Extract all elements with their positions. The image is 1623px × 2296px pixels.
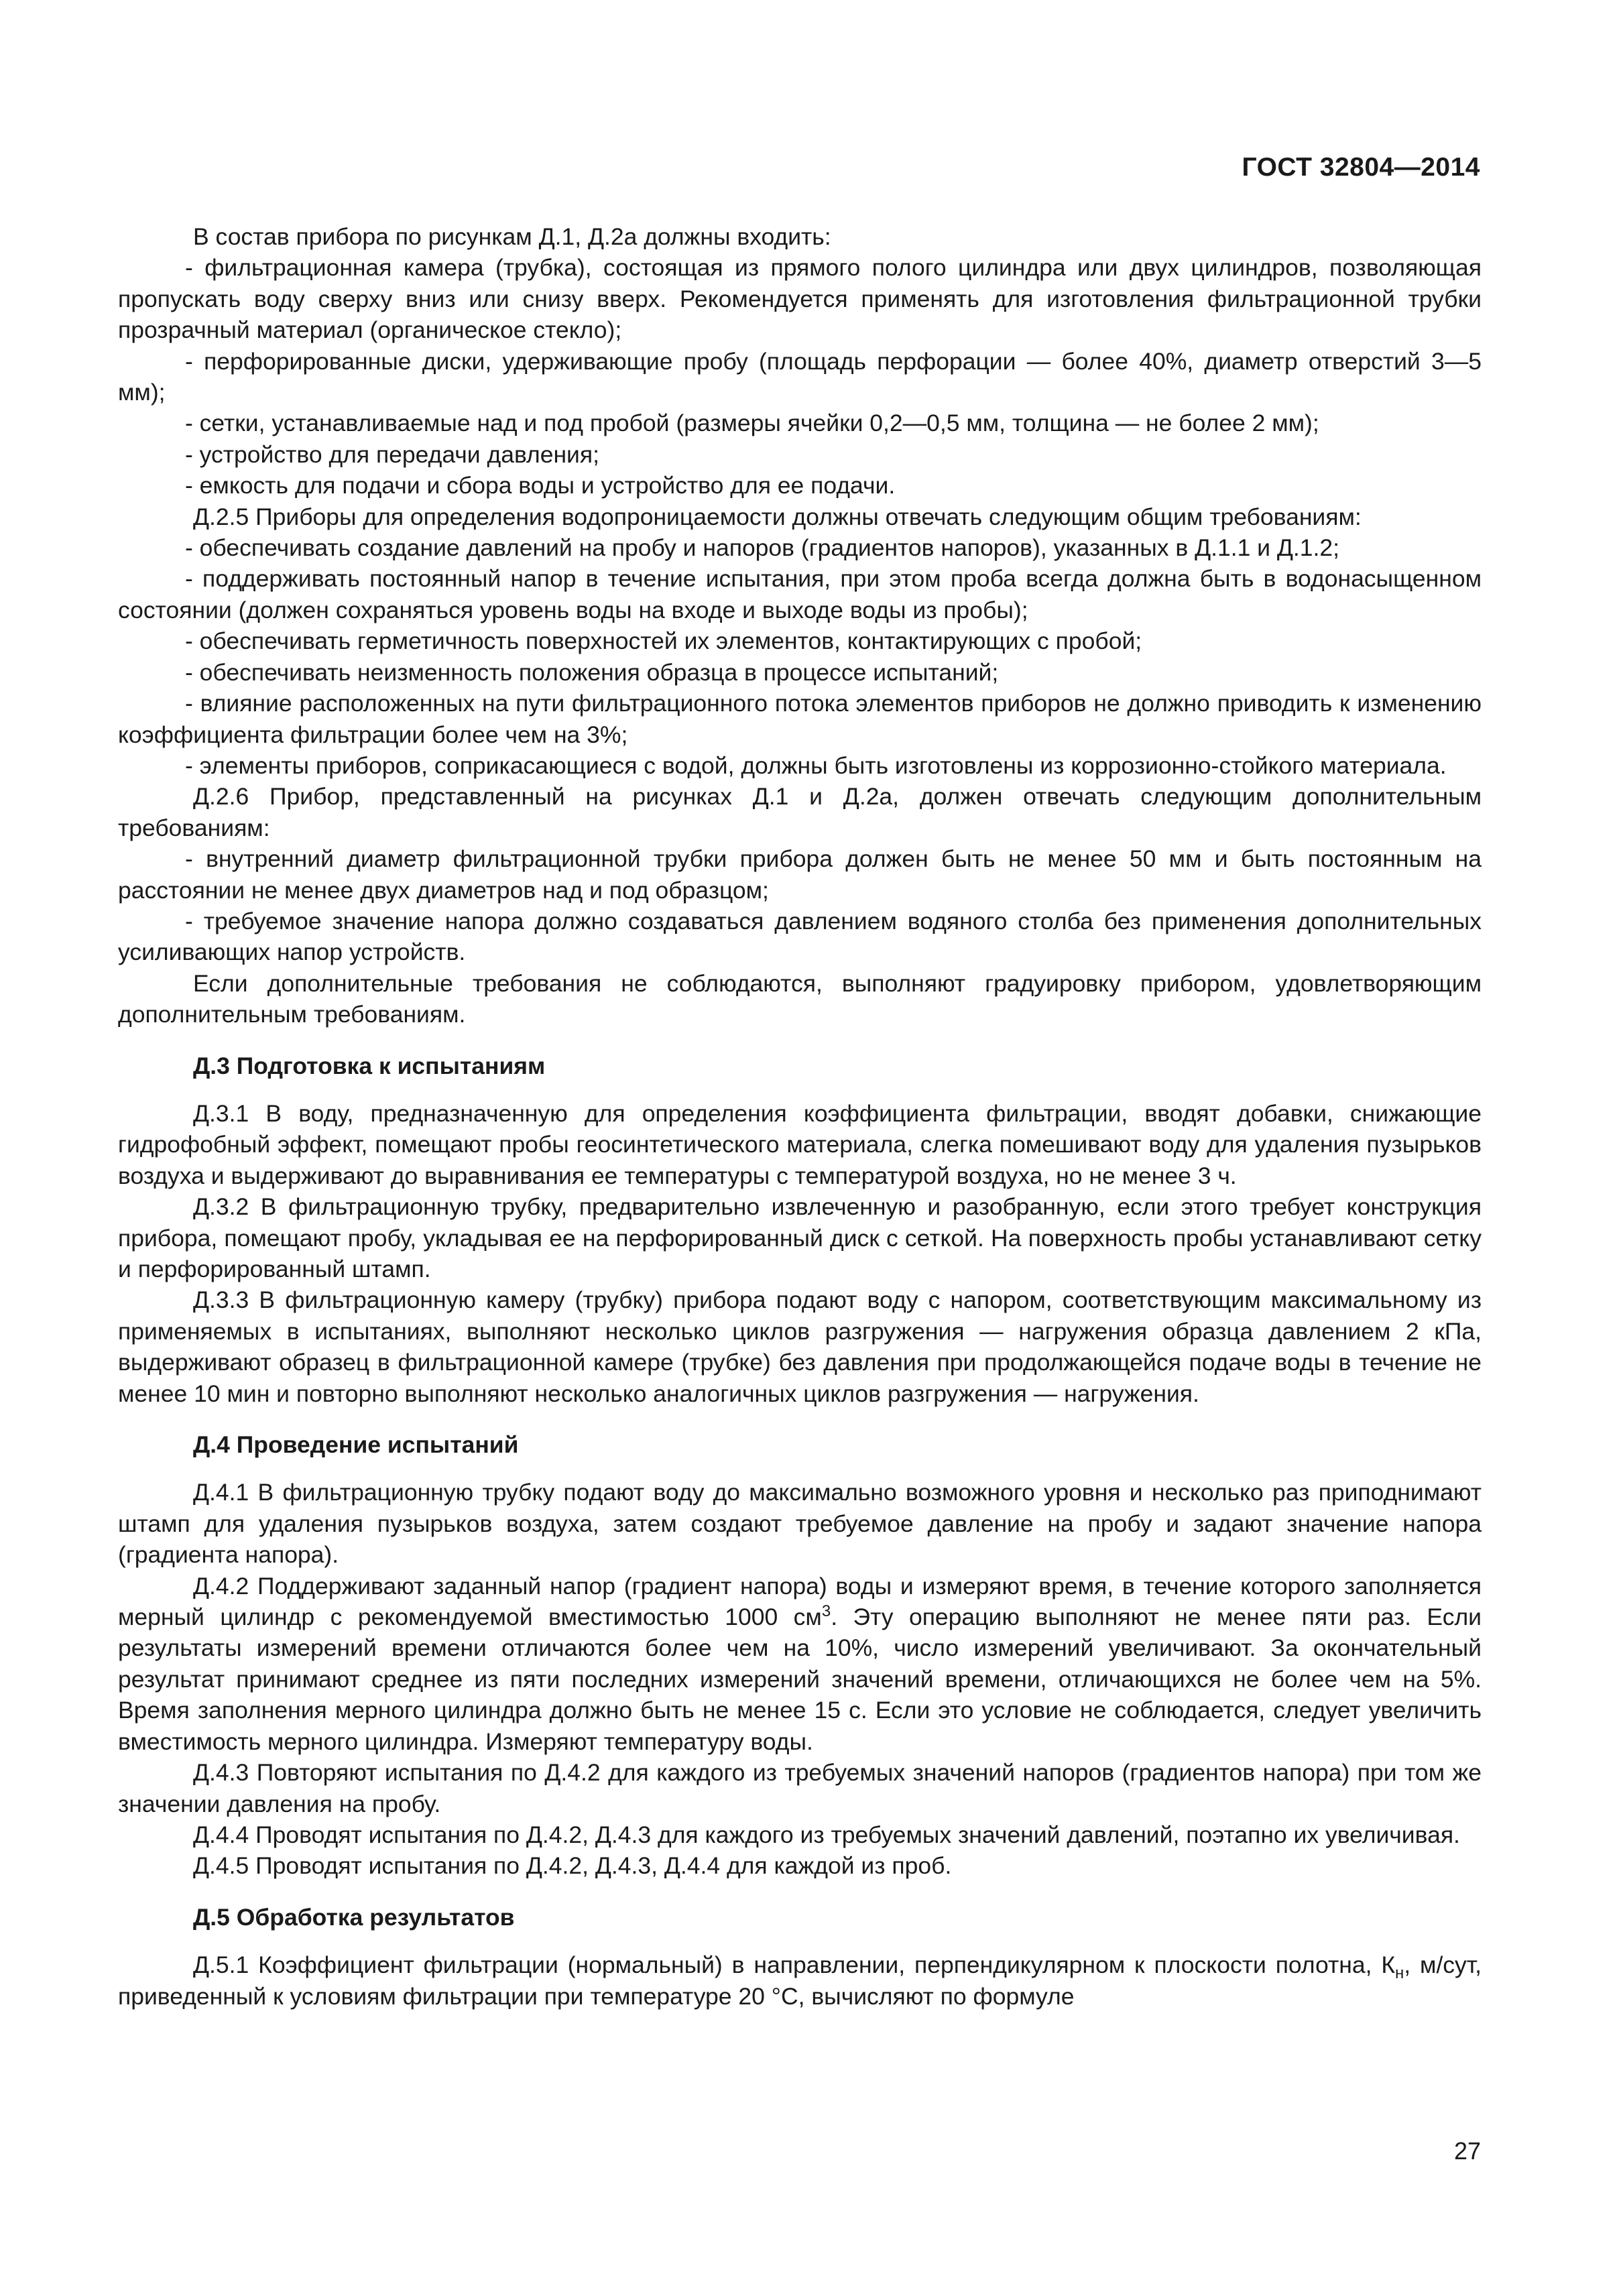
clause-d-4-4: Д.4.4 Проводят испытания по Д.4.2, Д.4.3 для каждого из требуемых значений давлений, поэтапно их увеличивая. [193, 1821, 1460, 1848]
list-item: - внутренний диаметр фильтрационной трубки прибора должен быть не менее 50 мм и быть постоянным на расстоянии не менее двух диаметров над и под образцом; [118, 845, 1482, 904]
clause-d-3-1: Д.3.1 В воду, предназначенную для определения коэффициента фильтрации, вводят добавки, снижающие гидрофобный эффект, помещают пробы геосинтетического материала, слегка помешивают воду для удаления пузырьков воздуха и выдерживают до выравнивания ее температуры с температурой воздуха, но не менее 3 ч. [118, 1099, 1482, 1189]
clause-d-4-2 [118, 1571, 1482, 1757]
section-heading-d-3: Д.3 Подготовка к испытаниям [193, 1052, 546, 1079]
clause-text: Д.5.1 Коэффициент фильтрации (нормальный) в направлении, перпендикулярном к плоскости полотна, К [193, 1951, 1396, 1979]
list-item: - элементы приборов, соприкасающиеся с водой, должны быть изготовлены из коррозионно-стойкого материала. [185, 751, 1447, 779]
clause-text: , м/сут, приведенный к условиям фильтрации при температуре 20 °С, вычисляют по формуле [118, 1951, 1482, 2010]
list-item: - поддерживать постоянный напор в течение испытания, при этом проба всегда должна быть в водонасыщенном состоянии (должен сохраняться уровень воды на входе и выходе воды из пробы); [118, 565, 1482, 623]
clause-text: . Эту операцию выполняют не менее пяти раз. Если результаты измерений времени отличаются более чем на 10%, число измерений увеличивают. За окончательный результат принимают среднее из пяти последних измерений значений времени, отличающихся не более чем на 5%. Время заполнения мерного цилиндра должно быть не менее 15 с. Если это условие не соблюдается, следует увеличить вместимость мерного цилиндра. Измеряют температуру воды. [118, 1604, 1482, 1755]
list-item: - обеспечивать герметичность поверхностей их элементов, контактирующих с пробой; [185, 627, 1142, 655]
subscript: н [1395, 1964, 1404, 1983]
paragraph-note: Если дополнительные требования не соблюдаются, выполняют градуировку прибором, удовлетворяющим дополнительным требованиям. [118, 969, 1482, 1028]
clause-d-2-6: Д.2.6 Прибор, представленный на рисунках Д.1 и Д.2а, должен отвечать следующим дополнительным требованиям: [118, 783, 1482, 841]
list-item: - перфорированные диски, удерживающие пробу (площадь перфорации — более 40%, диаметр отверстий 3—5 мм); [118, 347, 1482, 406]
list-item: - влияние расположенных на пути фильтрационного потока элементов приборов не должно приводить к изменению коэффициента фильтрации более чем на 3%; [118, 690, 1482, 748]
clause-text: Д.4.2 Поддерживают заданный напор (градиент напора) воды и измеряют время, в течение которого заполняется мерный цилиндр с рекомендуемой вместимостью 1000 см [118, 1572, 1482, 1631]
standard-header: ГОСТ 32804—2014 [1242, 153, 1480, 182]
list-item: - сетки, устанавливаемые над и под пробой (размеры ячейки 0,2—0,5 мм, толщина — не более 2 мм); [185, 410, 1319, 437]
list-item: - емкость для подачи и сбора воды и устройство для ее подачи. [185, 472, 896, 499]
section-heading-d-4: Д.4 Проведение испытаний [193, 1431, 519, 1459]
paragraph-intro: В состав прибора по рисункам Д.1, Д.2а должны входить: [193, 223, 831, 250]
list-item: - устройство для передачи давления; [185, 440, 599, 468]
list-item: - обеспечивать создание давлений на пробу и напоров (градиентов напоров), указанных в Д.1.1 и Д.1.2; [185, 534, 1339, 562]
page-number: 27 [1453, 2137, 1481, 2165]
clause-d-3-3: Д.3.3 В фильтрационную камеру (трубку) прибора подают воду с напором, соответствующим максимальному из применяемых в испытаниях, выполняют несколько циклов разгружения — нагружения образца давлением 2 кПа, выдерживают образец в фильтрационной камере (трубке) без давления при продолжающейся подаче воды в течение не менее 10 мин и повторно выполняют несколько аналогичных циклов разгружения — нагружения. [118, 1286, 1482, 1407]
superscript: 3 [821, 1602, 831, 1621]
list-item: - фильтрационная камера (трубка), состоящая из прямого полого цилиндра или двух цилиндров, позволяющая пропускать воду сверху вниз или снизу вверх. Рекомендуется применять для изготовления фильтрационной трубки прозрачный материал (органическое стекло); [118, 254, 1482, 344]
clause-d-4-1: Д.4.1 В фильтрационную трубку подают воду до максимально возможного уровня и несколько раз приподнимают штамп для удаления пузырьков воздуха, затем создают требуемое давление на пробу и задают значение напора (градиента напора). [118, 1479, 1482, 1569]
clause-d-4-5: Д.4.5 Проводят испытания по Д.4.2, Д.4.3, Д.4.4 для каждой из проб. [193, 1852, 952, 1880]
list-item: - обеспечивать неизменность положения образца в процессе испытаний; [185, 658, 999, 686]
section-heading-d-5: Д.5 Обработка результатов [193, 1903, 515, 1931]
document-body [118, 221, 1482, 2012]
list-item: - требуемое значение напора должно создаваться давлением водяного столба без применения дополнительных усиливающих напор устройств. [118, 907, 1482, 966]
clause-d-4-3: Д.4.3 Повторяют испытания по Д.4.2 для каждого из требуемых значений напоров (градиентов напора) при том же значении давления на пробу. [118, 1759, 1482, 1817]
clause-d-2-5: Д.2.5 Приборы для определения водопроницаемости должны отвечать следующим общим требованиям: [193, 503, 1362, 530]
clause-d-5-1 [118, 1949, 1482, 2012]
clause-d-3-2: Д.3.2 В фильтрационную трубку, предварительно извлеченную и разобранную, если этого требует конструкция прибора, помещают пробу, укладывая ее на перфорированный диск с сеткой. На поверхность пробы устанавливают сетку и перфорированный штамп. [118, 1193, 1482, 1282]
